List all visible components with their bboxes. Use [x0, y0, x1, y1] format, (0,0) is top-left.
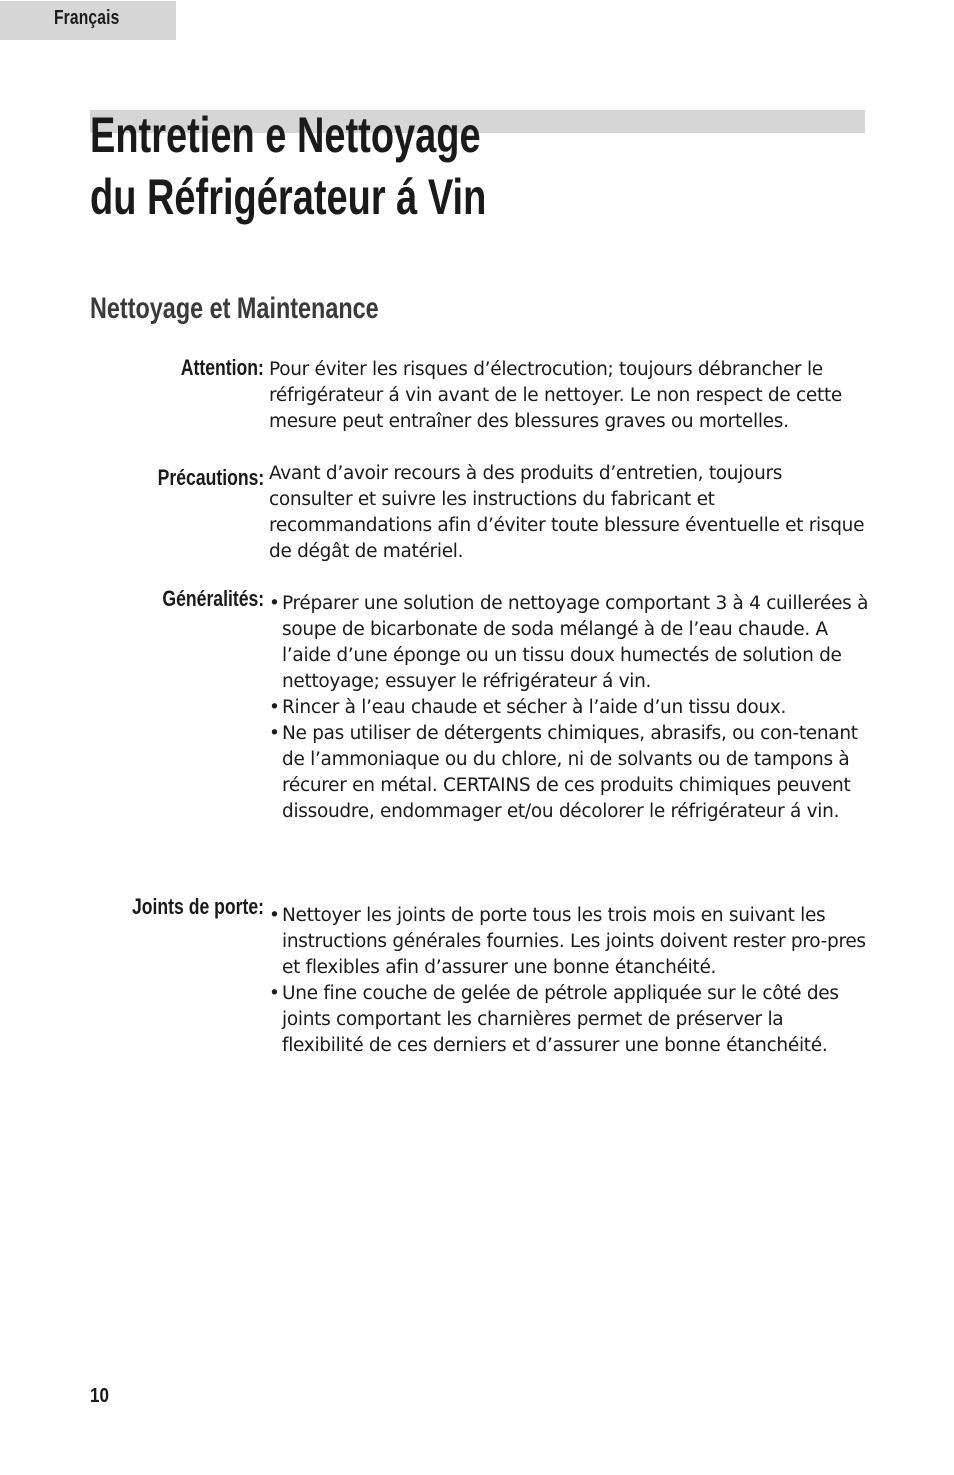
attention-text: Pour éviter les risques d’électrocution; toujours débrancher le réfrigérateur á vin avant de le nettoyer. Le non respect de cette mesure peut entraîner des blessures graves ou mortelles. — [269, 359, 842, 432]
generalites-list — [269, 591, 869, 825]
language-tab — [0, 1, 176, 40]
list-item-text: Préparer une solution de nettoyage comportant 3 à 4 cuillerées à soupe de bicarbonate de soda mélangé à de l’eau chaude. A l’aide d’une éponge ou un tissu doux humectés de solution de nettoyage; essuyer le réfrigérateur á vin. — [282, 593, 869, 692]
list-item — [269, 591, 869, 695]
list-item-text: Rincer à l’eau chaude et sécher à l’aide d’un tissu doux. — [282, 697, 787, 718]
bullet-icon: • — [269, 593, 280, 614]
attention-label: Attention: — [180, 355, 264, 380]
page-title — [90, 104, 486, 228]
bullet-icon: • — [269, 723, 280, 744]
list-item — [269, 903, 869, 981]
list-item-text: Une fine couche de gelée de pétrole appliquée sur le côté des joints comportant les charnières permet de préserver la flexibilité de ces derniers et d’assurer une bonne étanchéité. — [282, 983, 839, 1056]
section-heading: Nettoyage et Maintenance — [90, 292, 379, 325]
list-item-text: Ne pas utiliser de détergents chimiques, abrasifs, ou con-tenant de l’ammoniaque ou du chlore, ni de solvants ou de tampons à récurer en métal. CERTAINS de ces produits chimiques peuvent dissoudre, endommager et/ou décolorer le réfrigérateur á vin. — [282, 723, 858, 822]
precautions-text: Avant d’avoir recours à des produits d’entretien, toujours consulter et suivre les instructions du fabricant et recommandations afin d’éviter toute blessure éventuelle et risque de dégât de matériel. — [269, 463, 865, 562]
bullet-icon: • — [269, 905, 280, 926]
joints-label: Joints de porte: — [131, 894, 264, 919]
bullet-icon: • — [269, 697, 280, 718]
page-number: 10 — [90, 1385, 109, 1407]
bullet-icon: • — [269, 983, 280, 1004]
generalites-label: Généralités: — [162, 586, 264, 611]
list-item — [269, 721, 869, 825]
list-item — [269, 695, 869, 721]
list-item — [269, 981, 869, 1059]
language-tab-label: Français — [54, 7, 120, 29]
page-title-line-2: du Réfrigérateur á Vin — [90, 169, 487, 225]
joints-list — [269, 903, 869, 1059]
list-item-text: Nettoyer les joints de porte tous les trois mois en suivant les instructions générales fournies. Les joints doivent rester pro-pres et flexibles afin d’assurer une bonne étanchéité. — [282, 905, 866, 978]
page-title-line-1: Entretien e Nettoyage — [90, 107, 481, 163]
precautions-label: Précautions: — [157, 465, 264, 490]
